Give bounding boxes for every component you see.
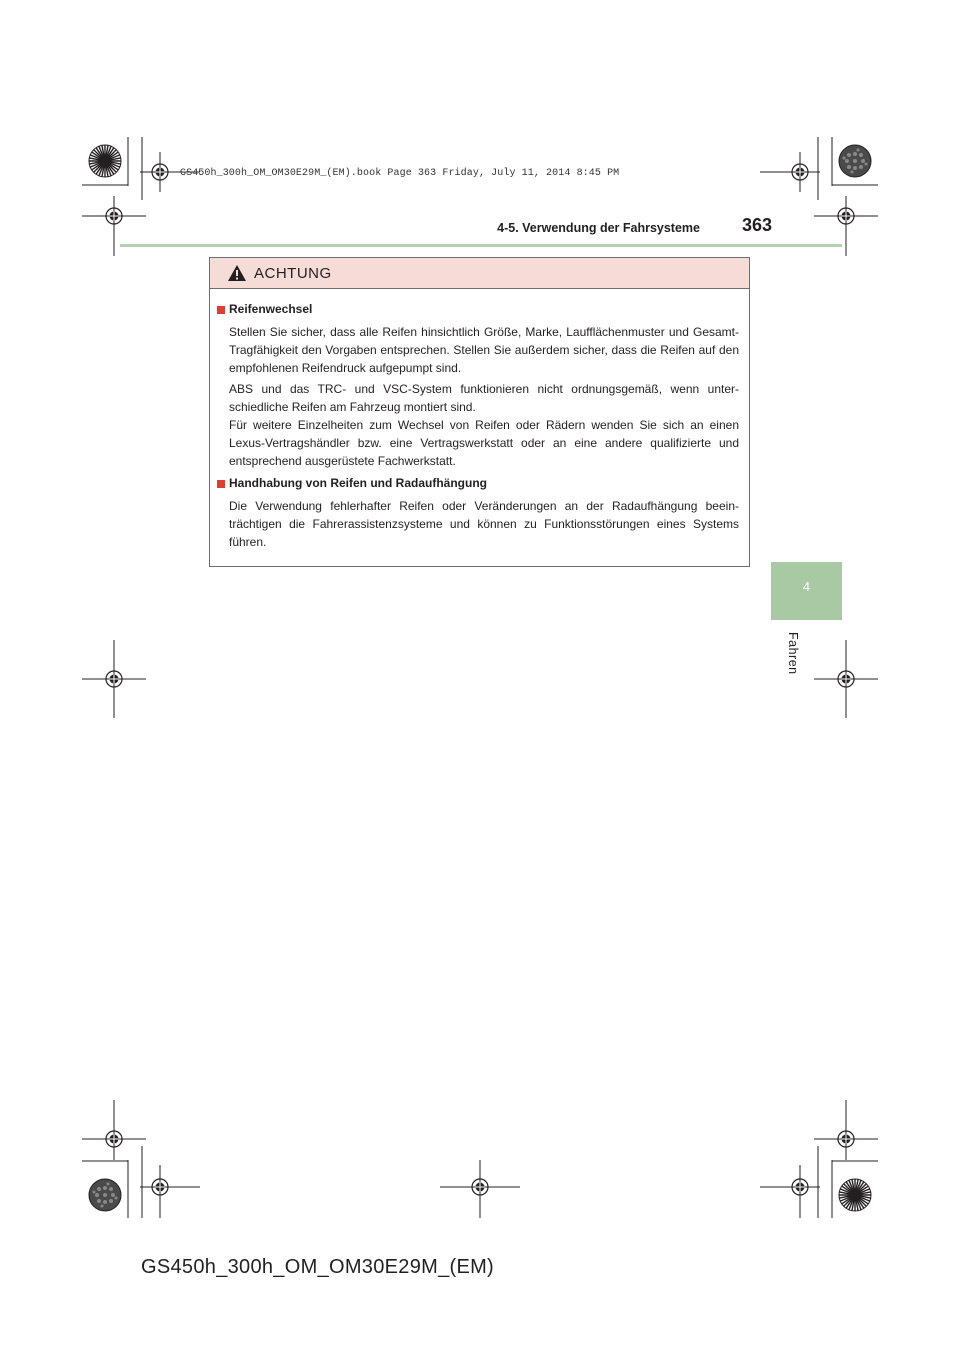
warning-title: ACHTUNG	[254, 265, 332, 282]
paragraph: Stellen Sie sicher, dass alle Reifen hinsichtlich Größe, Marke, Laufflächenmuster und Gesamt-Tragfähigkeit den Vorgaben entsprechen. Stellen Sie außerdem sicher, dass die Reifen auf den empfohlenen Reifendruck aufgepumpt sind.	[229, 325, 739, 375]
warning-triangle-icon	[227, 264, 247, 282]
section-heading: 4-5. Verwendung der Fahrsysteme	[497, 221, 700, 235]
header-rule	[120, 244, 842, 247]
footer-book-code: GS450h_300h_OM_OM30E29M_(EM)	[141, 1256, 495, 1278]
page-number: 363	[742, 215, 773, 235]
warning-header	[210, 258, 749, 289]
chapter-tab-number: 4	[802, 579, 811, 594]
section-bullet	[217, 306, 225, 314]
paragraph: Für weitere Einzelheiten zum Wechsel von Reifen oder Rädern wenden Sie sich an einen Lexus-Vertragshändler bzw. eine Vertragswerkstatt oder an eine andere qualifizierte und entsprechend ausgerüstete Fachwerkstatt.	[229, 418, 739, 468]
section-title: Reifenwechsel	[229, 302, 313, 316]
section-bullet	[217, 480, 225, 488]
chapter-tab-label: Fahren	[786, 632, 800, 675]
print-info-line: GS450h_300h_OM_OM30E29M_(EM).book Page 363 Friday, July 11, 2014 8:45 PM	[180, 168, 620, 179]
section-title: Handhabung von Reifen und Radaufhängung	[229, 476, 487, 490]
paragraph: ABS und das TRC- und VSC-System funktionieren nicht ordnungsgemäß, wenn unter-schiedliche Reifen am Fahrzeug montiert sind.	[229, 382, 739, 414]
warning-box	[209, 257, 750, 567]
paragraph: Die Verwendung fehlerhafter Reifen oder Veränderungen an der Radaufhängung beein-trächtigen die Fahrerassistenzsysteme und können zu Funktionsstörungen eines Systems führen.	[229, 499, 739, 549]
